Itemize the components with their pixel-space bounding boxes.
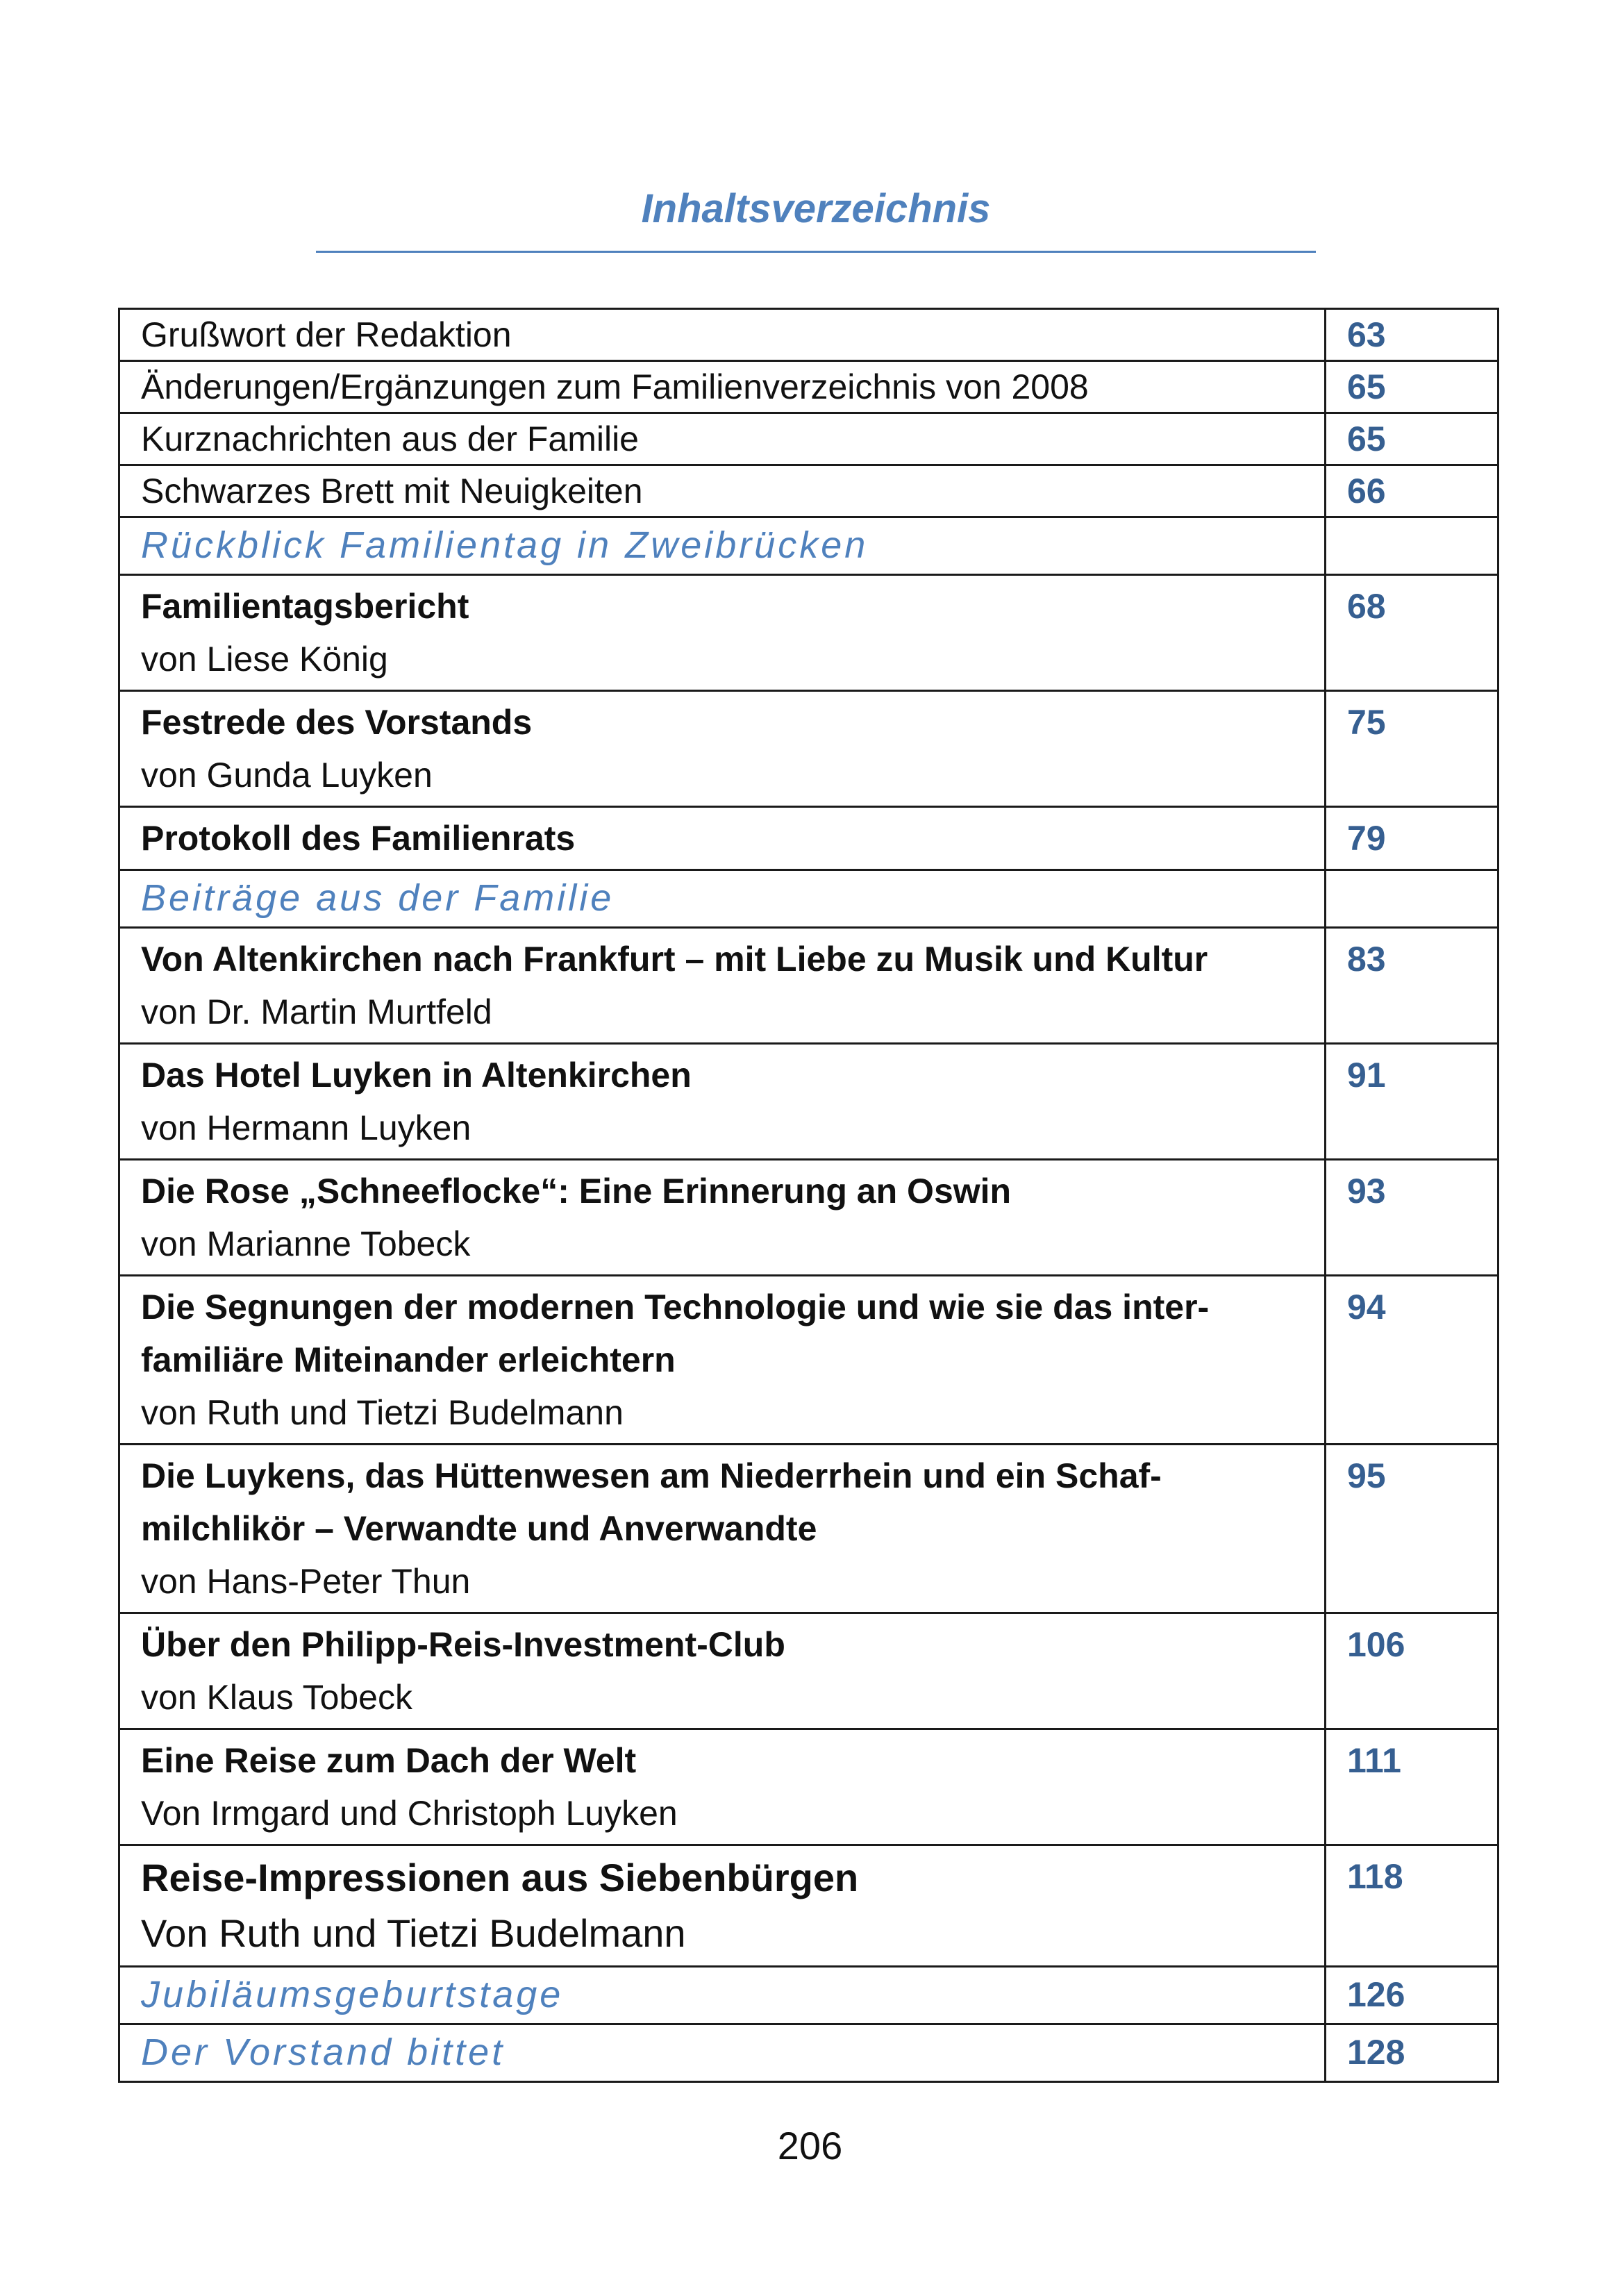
toc-row	[119, 575, 1498, 691]
article-author: von Klaus Tobeck	[141, 1678, 412, 1717]
toc-entry-title: Änderungen/Ergänzungen zum Familienverzeichnis von 2008	[119, 361, 1326, 413]
toc-row	[119, 1445, 1498, 1613]
toc-entry-page: 95	[1326, 1445, 1498, 1613]
table-of-contents	[118, 308, 1499, 2083]
toc-entry-page: 91	[1326, 1044, 1498, 1160]
article-title: Von Altenkirchen nach Frankfurt – mit Liebe zu Musik und Kultur	[141, 940, 1208, 979]
toc-section-row	[119, 517, 1498, 575]
toc-entry-page	[1326, 517, 1498, 575]
toc-section-row	[119, 2024, 1498, 2082]
toc-entry-page: 128	[1326, 2024, 1498, 2082]
toc-row	[119, 309, 1498, 361]
article-title: Festrede des Vorstands	[141, 703, 533, 742]
toc-entry-page: 63	[1326, 309, 1498, 361]
toc-entry-title: Schwarzes Brett mit Neuigkeiten	[119, 465, 1326, 517]
article-title: Familientagsbericht	[141, 587, 469, 626]
article-title-line: familiäre Miteinander erleichtern	[141, 1340, 676, 1379]
article-author: von Liese König	[141, 640, 388, 679]
toc-entry-page: 66	[1326, 465, 1498, 517]
toc-entry-page	[1326, 870, 1498, 928]
article-title: Die Rose „Schneeflocke“: Eine Erinnerung an Oswin	[141, 1172, 1012, 1211]
toc-row	[119, 413, 1498, 465]
toc-entry-page: 93	[1326, 1160, 1498, 1276]
toc-entry-page: 65	[1326, 413, 1498, 465]
article-author: Von Irmgard und Christoph Luyken	[141, 1794, 678, 1833]
page-number: 206	[777, 2124, 843, 2168]
article-title-line: Die Segnungen der modernen Technologie und wie sie das inter-	[141, 1288, 1210, 1326]
section-heading: Rückblick Familientag in Zweibrücken	[141, 524, 869, 566]
article-title: Reise-Impressionen aus Siebenbürgen	[141, 1856, 859, 1899]
toc-row	[119, 691, 1498, 807]
heading-underline	[316, 251, 1316, 253]
toc-entry-page: 118	[1326, 1845, 1498, 1967]
article-author: von Hans-Peter Thun	[141, 1562, 471, 1601]
toc-entry-title: Kurznachrichten aus der Familie	[119, 413, 1326, 465]
article-author: von Dr. Martin Murtfeld	[141, 992, 492, 1031]
toc-entry-page: 106	[1326, 1613, 1498, 1729]
page-heading: Inhaltsverzeichnis	[641, 186, 991, 231]
toc-entry-page: 126	[1326, 1967, 1498, 2024]
article-title: Eine Reise zum Dach der Welt	[141, 1741, 637, 1780]
article-author: von Gunda Luyken	[141, 756, 433, 795]
toc-entry-page: 83	[1326, 928, 1498, 1044]
toc-row	[119, 928, 1498, 1044]
toc-row	[119, 1845, 1498, 1967]
toc-row	[119, 1729, 1498, 1845]
section-heading: Der Vorstand bittet	[141, 2031, 506, 2073]
toc-entry-page: 65	[1326, 361, 1498, 413]
article-author: von Marianne Tobeck	[141, 1224, 471, 1263]
article-title: Über den Philipp-Reis-Investment-Club	[141, 1625, 785, 1664]
toc-row	[119, 361, 1498, 413]
article-title-line: milchlikör – Verwandte und Anverwandte	[141, 1509, 817, 1548]
toc-entry-page: 68	[1326, 575, 1498, 691]
toc-row	[119, 807, 1498, 870]
toc-row	[119, 1160, 1498, 1276]
section-heading: Beiträge aus der Familie	[141, 877, 615, 919]
article-title-line: Die Luykens, das Hüttenwesen am Niederrhein und ein Schaf-	[141, 1456, 1162, 1495]
toc-entry-page: 79	[1326, 807, 1498, 870]
article-author: von Ruth und Tietzi Budelmann	[141, 1393, 624, 1432]
toc-section-row	[119, 1967, 1498, 2024]
section-heading: Jubiläumsgeburtstage	[141, 1974, 564, 2015]
toc-entry-title: Grußwort der Redaktion	[119, 309, 1326, 361]
article-author: von Hermann Luyken	[141, 1108, 471, 1147]
toc-row	[119, 1613, 1498, 1729]
toc-entry-page: 75	[1326, 691, 1498, 807]
toc-row	[119, 1044, 1498, 1160]
article-title: Das Hotel Luyken in Altenkirchen	[141, 1056, 692, 1095]
toc-entry-page: 94	[1326, 1276, 1498, 1445]
toc-row	[119, 465, 1498, 517]
article-title: Protokoll des Familienrats	[141, 819, 576, 858]
toc-row	[119, 1276, 1498, 1445]
toc-section-row	[119, 870, 1498, 928]
article-author: Von Ruth und Tietzi Budelmann	[141, 1911, 686, 1955]
toc-entry-page: 111	[1326, 1729, 1498, 1845]
